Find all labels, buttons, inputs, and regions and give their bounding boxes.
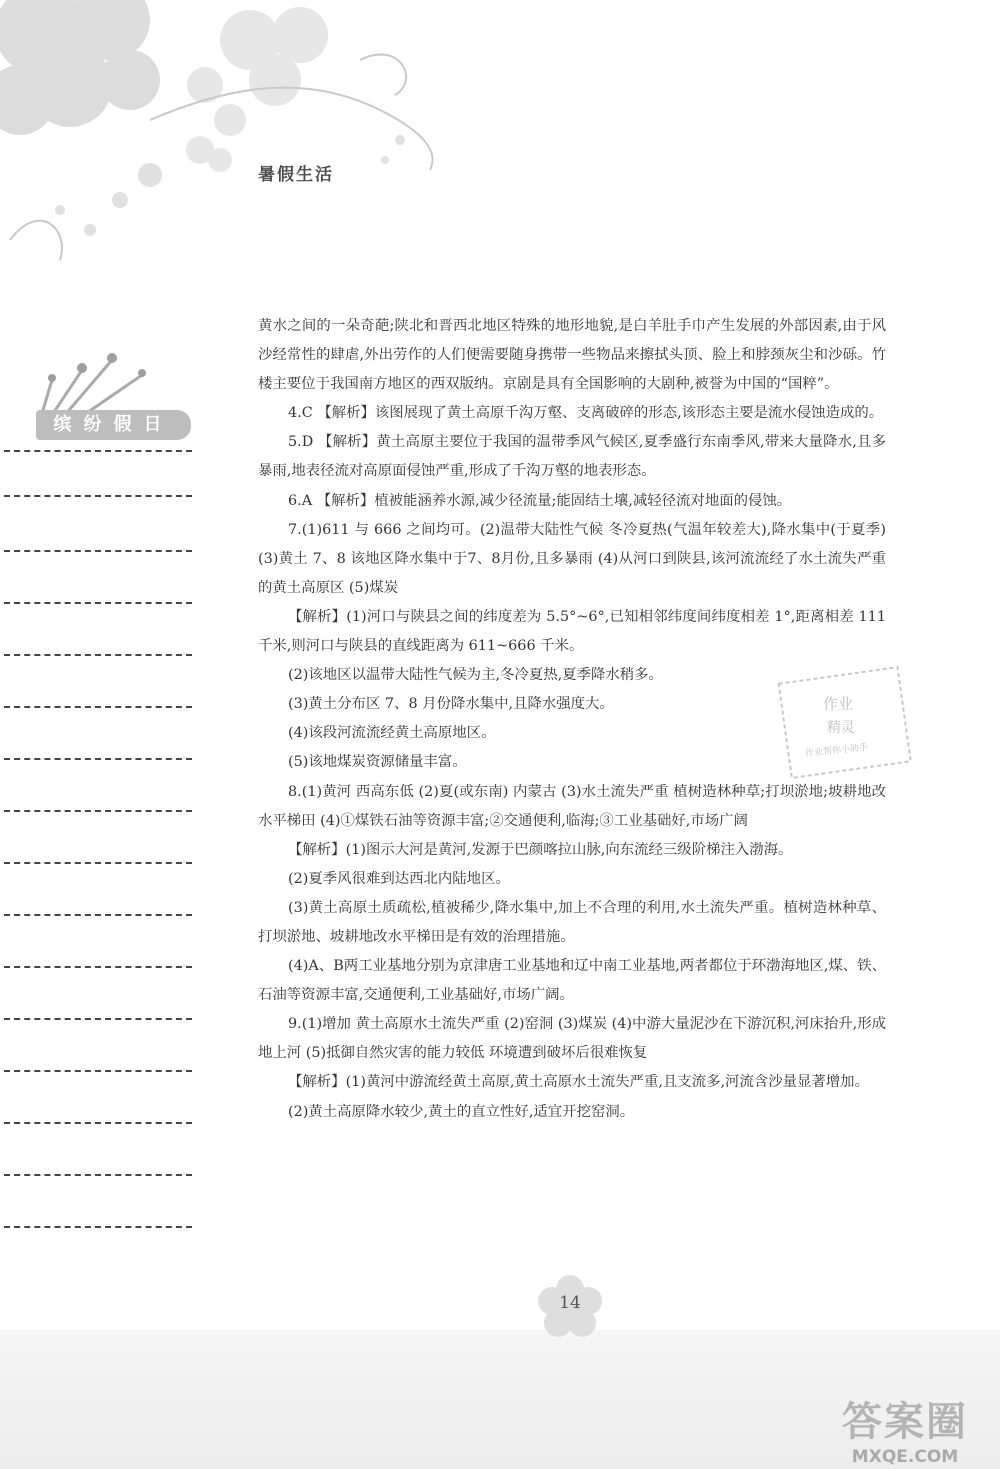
stamp-line-2: 精灵 (827, 720, 855, 736)
stamp-line-3: 作业帮你小助手 (804, 742, 869, 760)
answer-paragraph: (2)该地区以温带大陆性气候为主,冬冷夏热,夏季降水稍多。 (288, 667, 663, 684)
answer-paragraph: (2)黄土高原降水较少,黄土的直立性好,适宜开挖窑洞。 (288, 1103, 635, 1120)
note-line (4, 495, 192, 497)
stamp-line-1: 作业 (823, 695, 854, 713)
site-watermark (820, 1390, 990, 1467)
answer-paragraph: 4.C 【解析】该图展现了黄土高原千沟万壑、支离破碎的形态,该形态主要是流水侵蚀造成的。 (288, 405, 884, 422)
note-line (4, 450, 192, 452)
note-line (4, 1174, 192, 1176)
note-line (4, 914, 192, 916)
note-line (4, 1018, 192, 1020)
homework-stamp (755, 665, 935, 785)
answer-paragraph: (3)黄土高原土质疏松,植被稀少,降水集中,加上不合理的利用,水土流失严重。植树造林种草、打坝淤地、坡耕地改水平梯田是有效的治理措施。 (258, 899, 886, 945)
answer-paragraph: 【解析】(1)图示大河是黄河,发源于巴颜喀拉山脉,向东流经三级阶梯注入渤海。 (288, 841, 793, 858)
sidebar-badge-label: 缤纷假日 (36, 410, 191, 440)
answer-paragraph: (5)该地煤炭资源储量丰富。 (288, 754, 467, 771)
answer-paragraph: 【解析】(1)河口与陕县之间的纬度差为 5.5°~6°,已知相邻纬度间纬度相差 1°,距离相差 111 千米,则河口与陕县的直线距离为 611~666 千米。 (258, 608, 886, 655)
header-title: 暑假生活 (258, 165, 334, 185)
answer-paragraph: 5.D 【解析】黄土高原主要位于我国的温带季风气候区,夏季盛行东南季风,带来大量降水,且多暴雨,地表径流对高原面侵蚀严重,形成了千沟万壑的地表形态。 (258, 434, 886, 480)
note-line (4, 966, 192, 968)
answer-paragraph: (3)黄土分布区 7、8 月份降水集中,且降水强度大。 (288, 696, 614, 713)
page-number: 14 (559, 1293, 581, 1313)
note-line (4, 810, 192, 812)
answer-paragraph: 9.(1)增加 黄土高原水土流失严重 (2)窑洞 (3)煤炭 (4)中游大量泥沙在下游沉积,河床抬升,形成地上河 (5)抵御自然灾害的能力较低 环境遭到破坏后很难恢复 (258, 1016, 886, 1062)
watermark-logo: 答案圈 (842, 1399, 968, 1445)
answer-paragraph: (2)夏季风很难到达西北内陆地区。 (288, 870, 510, 887)
note-line (4, 1122, 192, 1124)
note-line (4, 602, 192, 604)
answer-paragraph: 7.(1)611 与 666 之间均可。(2)温带大陆性气候 冬冷夏热(气温年较差大),降水集中(于夏季) (3)黄土 7、8 该地区降水集中于7、8月份,且多暴雨 (4)从河口到陕县,该河流流经了水土流失严重的黄土高原区 (5)煤炭 (258, 521, 886, 596)
answer-paragraph: 【解析】(1)黄河中游流经黄土高原,黄土高原水土流失严重,且支流多,河流含沙量显著增加。 (288, 1074, 869, 1091)
note-line (4, 1226, 192, 1228)
watermark-site: MXQE.COM (851, 1447, 959, 1467)
note-line (4, 1070, 192, 1072)
answer-paragraph: 黄水之间的一朵奇葩;陕北和晋西北地区特殊的地形地貌,是白羊肚手巾产生发展的外部因素,由于风沙经常性的肆虐,外出劳作的人们便需要随身携带一些物品来擦拭头顶、脸上和脖颈灰尘和沙砾。竹楼主要位于我国南方地区的西双版纳。京剧是具有全国影响的大剧种,被誉为中国的“国粹”。 (258, 318, 886, 393)
note-line (4, 758, 192, 760)
note-line (4, 654, 192, 656)
note-line (4, 862, 192, 864)
note-line (4, 550, 192, 552)
answer-paragraph: 8.(1)黄河 西高东低 (2)夏(或东南) 内蒙古 (3)水土流失严重 植树造林种草;打坝淤地;坡耕地改水平梯田 (4)①煤铁石油等资源丰富;②交通便利,临海;③工业基础好,市场广阔 (258, 783, 886, 829)
note-line (4, 706, 192, 708)
floral-header-decoration (0, 0, 560, 300)
answer-paragraph: (4)该段河流流经黄土高原地区。 (288, 725, 496, 742)
answer-paragraph: 6.A 【解析】植被能涵养水源,减少径流量;能固结土壤,减轻径流对地面的侵蚀。 (288, 492, 792, 509)
answer-paragraph: (4)A、B两工业基地分别为京津唐工业基地和辽中南工业基地,两者都位于环渤海地区,煤、铁、石油等资源丰富,交通便利,工业基础好,市场广阔。 (258, 958, 886, 1004)
